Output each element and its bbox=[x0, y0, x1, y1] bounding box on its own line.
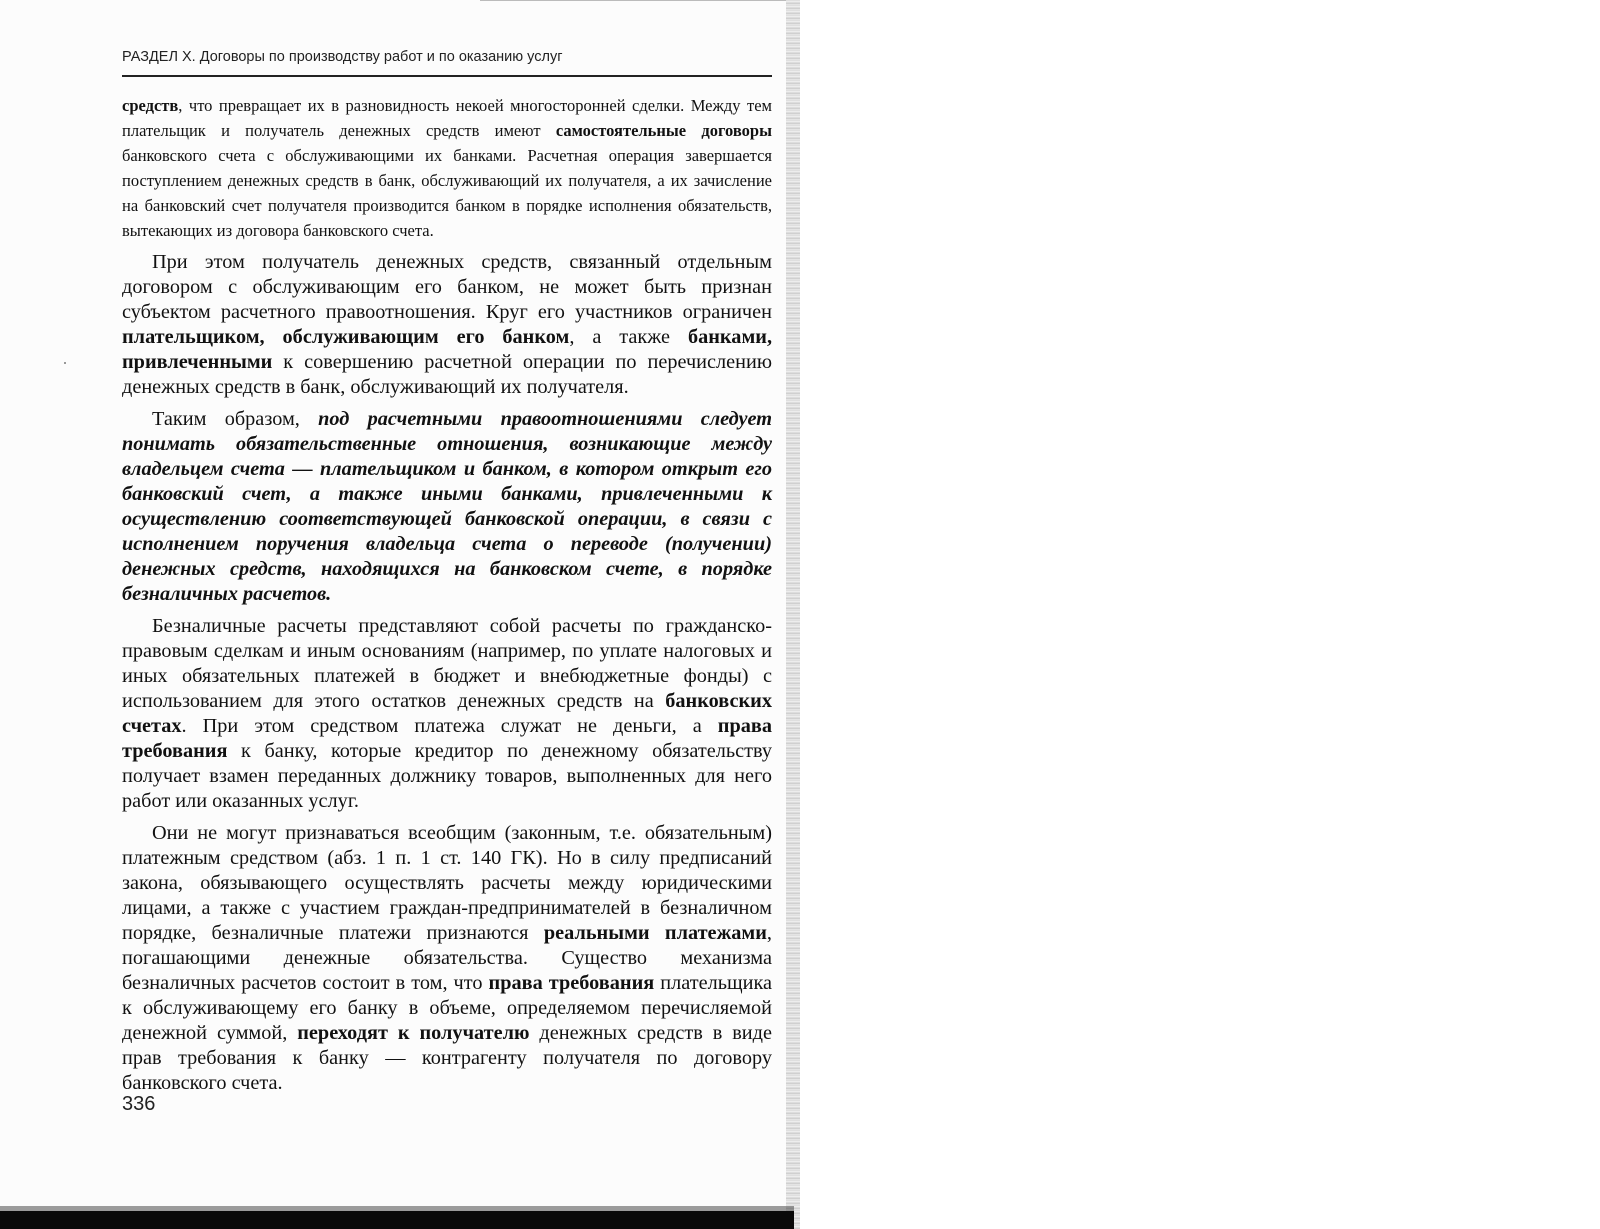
bold-text: права требования bbox=[488, 972, 655, 994]
scan-bottom-edge bbox=[0, 1211, 794, 1229]
bold-text: средств bbox=[122, 96, 179, 115]
paragraph bbox=[122, 614, 772, 814]
scan-top-edge bbox=[480, 0, 786, 1]
paragraph bbox=[122, 821, 772, 1096]
bold-text: права требования bbox=[122, 715, 772, 762]
bold-text: плательщиком, обслуживающим его банком bbox=[122, 326, 570, 348]
page-number: 336 bbox=[122, 1093, 156, 1115]
text-run: Безналичные расчеты представляют собой расчеты по гражданско-правовым сделкам и иным основаниям (например, по уплате налоговых и иных обязательных платежей в бюджет и внебюджетные фонды) с использованием для этого остатков денежных средств на bbox=[122, 615, 772, 712]
text-run: банковского счета с обслуживающими их банками. Расчетная операция завершается поступлением денежных средств в банк, обслуживающий их получателя, а их зачисление на банковский счет получателя производится банком в порядке исполнения обязательств, вытекающих из договора банковского счета. bbox=[122, 146, 772, 240]
bold-text: банковских счетах bbox=[122, 690, 772, 737]
scan-speck bbox=[64, 362, 66, 364]
text-run: к банку, которые кредитор по денежному обязательству получает взамен переданных должнику товаров, выполненных для него работ или оказанных услуг. bbox=[122, 740, 772, 812]
bold-text: самостоятельные договоры bbox=[555, 121, 772, 140]
text-run: , что превращает их в разновидность некоей многосторонней сделки. Между тем плательщик и получатель денежных средств имеют bbox=[122, 96, 772, 140]
body-text bbox=[122, 93, 772, 1096]
text-run: При этом получатель денежных средств, связанный отдельным договором с обслуживающим его банком, не может быть признан субъектом расчетного правоотношения. Круг его участников ограничен bbox=[122, 251, 772, 323]
book-gutter-shadow bbox=[786, 0, 800, 1229]
paragraph bbox=[122, 93, 772, 243]
text-run: . При этом средством платежа служат не деньги, а bbox=[181, 715, 718, 737]
text-run: Таким образом, bbox=[152, 408, 319, 430]
text-run: к совершению расчетной операции по перечислению денежных средств в банк, обслуживающий их получателя. bbox=[122, 351, 772, 398]
bold-text: переходят к получателю bbox=[297, 1022, 530, 1044]
text-run: Они не могут признаваться всеобщим (законным, т.е. обязательным) платежным средством (абз. 1 п. 1 ст. 140 ГК). Но в силу предписаний закона, обязывающего осуществлять расчеты между юридическими лицами, а также с участием граждан-предпринимателей в безналичном порядке, безналичные платежи признаются bbox=[122, 822, 772, 944]
text-run: плательщика к обслуживающему его банку в объеме, определяемом перечисляемой денежной суммой, bbox=[122, 972, 772, 1044]
text-run: , а также bbox=[569, 326, 688, 348]
paragraph bbox=[122, 250, 772, 400]
text-run: , погашающими денежные обязательства. Существо механизма безналичных расчетов состоит в том, что bbox=[122, 922, 772, 994]
text-run: денежных средств в виде прав требования к банку — контрагенту получателя по договору банковского счета. bbox=[122, 1022, 772, 1094]
running-header: РАЗДЕЛ X. Договоры по производству работ и по оказанию услуг bbox=[122, 49, 563, 65]
header-rule bbox=[122, 75, 772, 77]
bold-text: реальными платежами bbox=[543, 922, 767, 944]
bold-text: банками, привлеченными bbox=[122, 326, 773, 373]
bold-italic-text: под расчетными правоотношениями следует понимать обязательственные отношения, возникающие между владельцем счета — плательщиком и банком, в котором открыт его банковский счет, а также иными банками, привлеченными к осуществлению соответствующей банковской операции, в связи с исполнением поручения владельца счета о переводе (получении) денежных средств, находящихся на банковском счете, в порядке безналичных расчетов. bbox=[122, 408, 772, 605]
paragraph bbox=[122, 407, 772, 607]
